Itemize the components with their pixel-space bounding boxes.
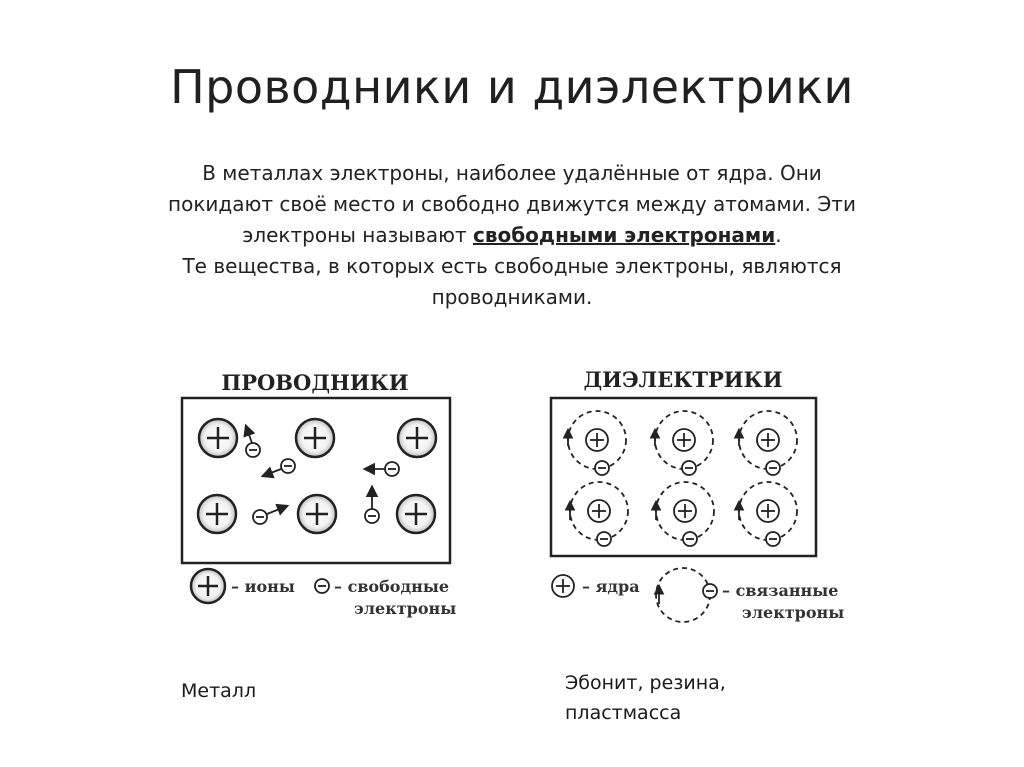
bound-atom (656, 482, 714, 546)
free-electron (263, 459, 295, 476)
legend-bound-electrons-label: – связанные (722, 581, 839, 600)
free-electron (253, 506, 287, 524)
ion (398, 419, 436, 457)
legend-bound-electrons-label-2: электроны (742, 603, 845, 622)
paragraph-text: . (775, 223, 782, 247)
paragraph-line (140, 220, 884, 251)
legend-free-electrons-label-2: электроны (354, 599, 457, 618)
dielectrics-figure (540, 360, 860, 635)
ion (296, 419, 334, 457)
bound-atom (655, 411, 713, 475)
free-electron (365, 487, 379, 523)
dielectrics-legend (552, 568, 844, 622)
caption-line: Эбонит, резина, (565, 672, 726, 694)
atom-group (568, 411, 797, 546)
caption-line: пластмасса (565, 702, 682, 724)
bound-atom (739, 482, 797, 546)
legend-free-electrons-label: – свободные (334, 577, 450, 596)
conductors-figure (170, 360, 470, 630)
ion (199, 419, 237, 457)
legend-ion-icon (191, 569, 225, 603)
free-electron (246, 426, 260, 457)
legend-ions-label: – ионы (231, 577, 295, 596)
legend-electron-icon (315, 579, 329, 593)
dielectrics-heading: ДИЭЛЕКТРИКИ (583, 367, 783, 392)
legend-nuclei-label: – ядра (582, 577, 640, 596)
ion (397, 495, 435, 533)
legend-nucleus-icon (552, 575, 574, 597)
bound-atom (568, 411, 626, 475)
paragraph-line: покидают своё место и свободно движутся между атомами. Эти (168, 192, 856, 216)
bound-atom (570, 482, 628, 546)
ion (298, 495, 336, 533)
slide-title: Проводники и диэлектрики (170, 60, 854, 114)
conductors-legend (191, 569, 456, 618)
bound-atom (739, 411, 797, 475)
free-electron (365, 462, 399, 476)
legend-bound-electron-icon (656, 568, 717, 622)
paragraph-text: электроны называют (242, 223, 473, 247)
ion (198, 495, 236, 533)
paragraph-line: Те вещества, в которых есть свободные электроны, являются (182, 254, 842, 278)
paragraph-line: В металлах электроны, наиболее удалённые от ядра. Они (202, 161, 822, 185)
conductors-heading: ПРОВОДНИКИ (221, 370, 409, 395)
dielectric-examples-caption (565, 668, 726, 728)
paragraph-line: проводниками. (431, 285, 593, 309)
explanation-paragraph (140, 158, 884, 313)
metal-caption: Металл (181, 680, 257, 702)
ion-group (198, 419, 436, 533)
free-electrons-term: свободными электронами (472, 223, 776, 247)
